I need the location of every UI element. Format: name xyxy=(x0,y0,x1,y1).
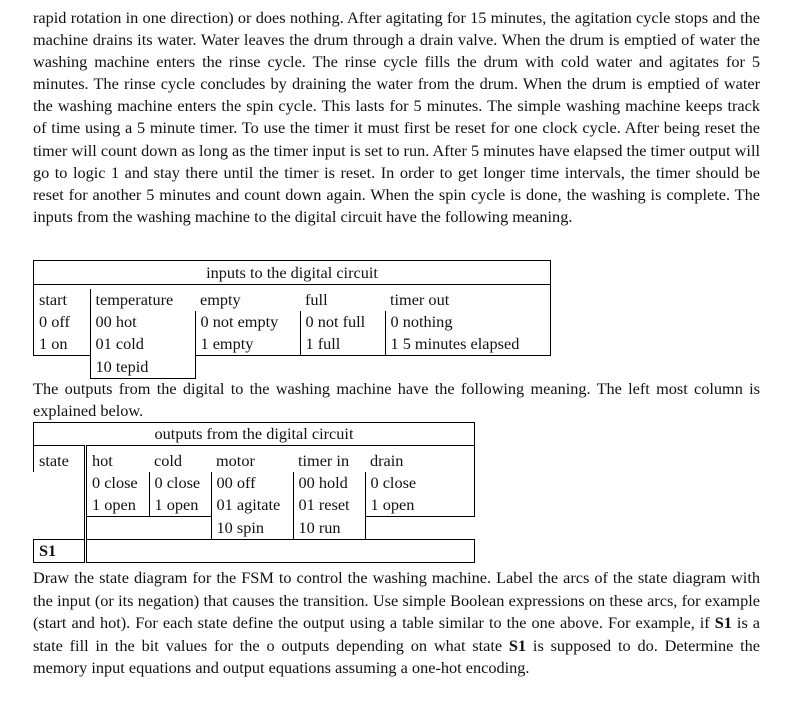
table-cell: 10 spin xyxy=(211,517,293,540)
table-cell: 0 close xyxy=(86,472,150,494)
outputs-header-drain: drain xyxy=(365,450,475,472)
instructions-paragraph: Draw the state diagram for the FSM to control the washing machine. Label the arcs of the state diagram with the input (or its negation) that causes the transition. Use simple Boolean expressions on these arcs, for example (start and hot). For each state define the output using a table similar to the one above. For example, if S1 is a state fill in the bit values for the o outputs depending on what state S1 is supposed to do. Determine the memory input equations and output equations assuming a one-hot encoding. xyxy=(33,568,761,677)
table-cell: 01 reset xyxy=(293,494,365,517)
table-cell: 01 agitate xyxy=(211,494,293,517)
table-cell: 0 close xyxy=(365,472,475,494)
inputs-table xyxy=(33,260,551,379)
table-cell xyxy=(34,494,86,517)
table-cell xyxy=(149,517,211,540)
intro-paragraph: rapid rotation in one direction) or does nothing. After agitating for 15 minutes, the agitation cycle stops and the machine drains its water. Water leaves the drum through a drain valve. When the drum is emptied of water the washing machine enters the rinse cycle. The rinse cycle fills the drum with cold water and agitates for 5 minutes. The rinse cycle concludes by draining the water from the drum. When the drum is emptied of water the washing machine enters the spin cycle. This lasts for 5 minutes. The simple washing machine keeps track of time using a 5 minute timer. To use the timer it must first be reset for one clock cycle. After being reset the timer will count down as long as the timer input is set to run. After 5 minutes have elapsed the timer output will go to logic 1 and stay there until the timer is reset. In order to get longer time intervals, the timer should be reset for another 5 minutes and count down again. When the spin cycle is done, the washing is complete. The inputs from the washing machine to the digital circuit have the following meaning. xyxy=(33,8,760,226)
table-cell: 0 not full xyxy=(300,311,385,333)
table-cell: 1 empty xyxy=(195,333,300,356)
table-cell: 00 off xyxy=(211,472,293,494)
outputs-header-state: state xyxy=(34,450,86,472)
table-cell: 0 nothing xyxy=(385,311,551,333)
table-cell: 1 open xyxy=(149,494,211,517)
table-cell: 0 not empty xyxy=(195,311,300,333)
table-cell: 1 open xyxy=(86,494,150,517)
outputs-table xyxy=(33,422,475,563)
table-cell: 1 5 minutes elapsed xyxy=(385,333,551,356)
inputs-header-timer-out: timer out xyxy=(385,289,551,311)
table-cell xyxy=(34,472,86,494)
table-cell xyxy=(34,517,86,540)
table-cell: 10 run xyxy=(293,517,365,540)
table-cell: 0 off xyxy=(34,311,91,333)
outputs-header-motor: motor xyxy=(216,451,255,470)
table-cell: 0 close xyxy=(149,472,211,494)
inputs-header-temperature: temperature xyxy=(90,289,195,311)
table-cell: 1 open xyxy=(365,494,475,517)
outputs-header-timer-in: timer in xyxy=(298,451,350,470)
table-cell: 1 full xyxy=(300,333,385,356)
table-cell xyxy=(365,517,475,540)
inputs-header-full: full xyxy=(305,290,328,309)
table-cell xyxy=(86,517,150,540)
table-cell: 10 tepid xyxy=(90,356,195,379)
state-s1-label: S1 xyxy=(34,540,86,563)
table-cell: 00 hold xyxy=(293,472,365,494)
outputs-intro-paragraph: The outputs from the digital to the washing machine have the following meaning. The left most column is explained below. xyxy=(33,379,760,420)
outputs-header-hot: hot xyxy=(92,451,113,470)
inputs-header-start: start xyxy=(34,289,91,311)
table-cell xyxy=(34,356,91,379)
inputs-table-caption: inputs to the digital circuit xyxy=(34,261,551,285)
table-cell: 01 cold xyxy=(90,333,195,356)
table-cell: 00 hot xyxy=(90,311,195,333)
outputs-header-cold: cold xyxy=(154,451,183,470)
outputs-table-caption: outputs from the digital circuit xyxy=(34,423,475,446)
table-cell: 1 on xyxy=(34,333,91,356)
inputs-header-empty: empty xyxy=(200,290,241,309)
